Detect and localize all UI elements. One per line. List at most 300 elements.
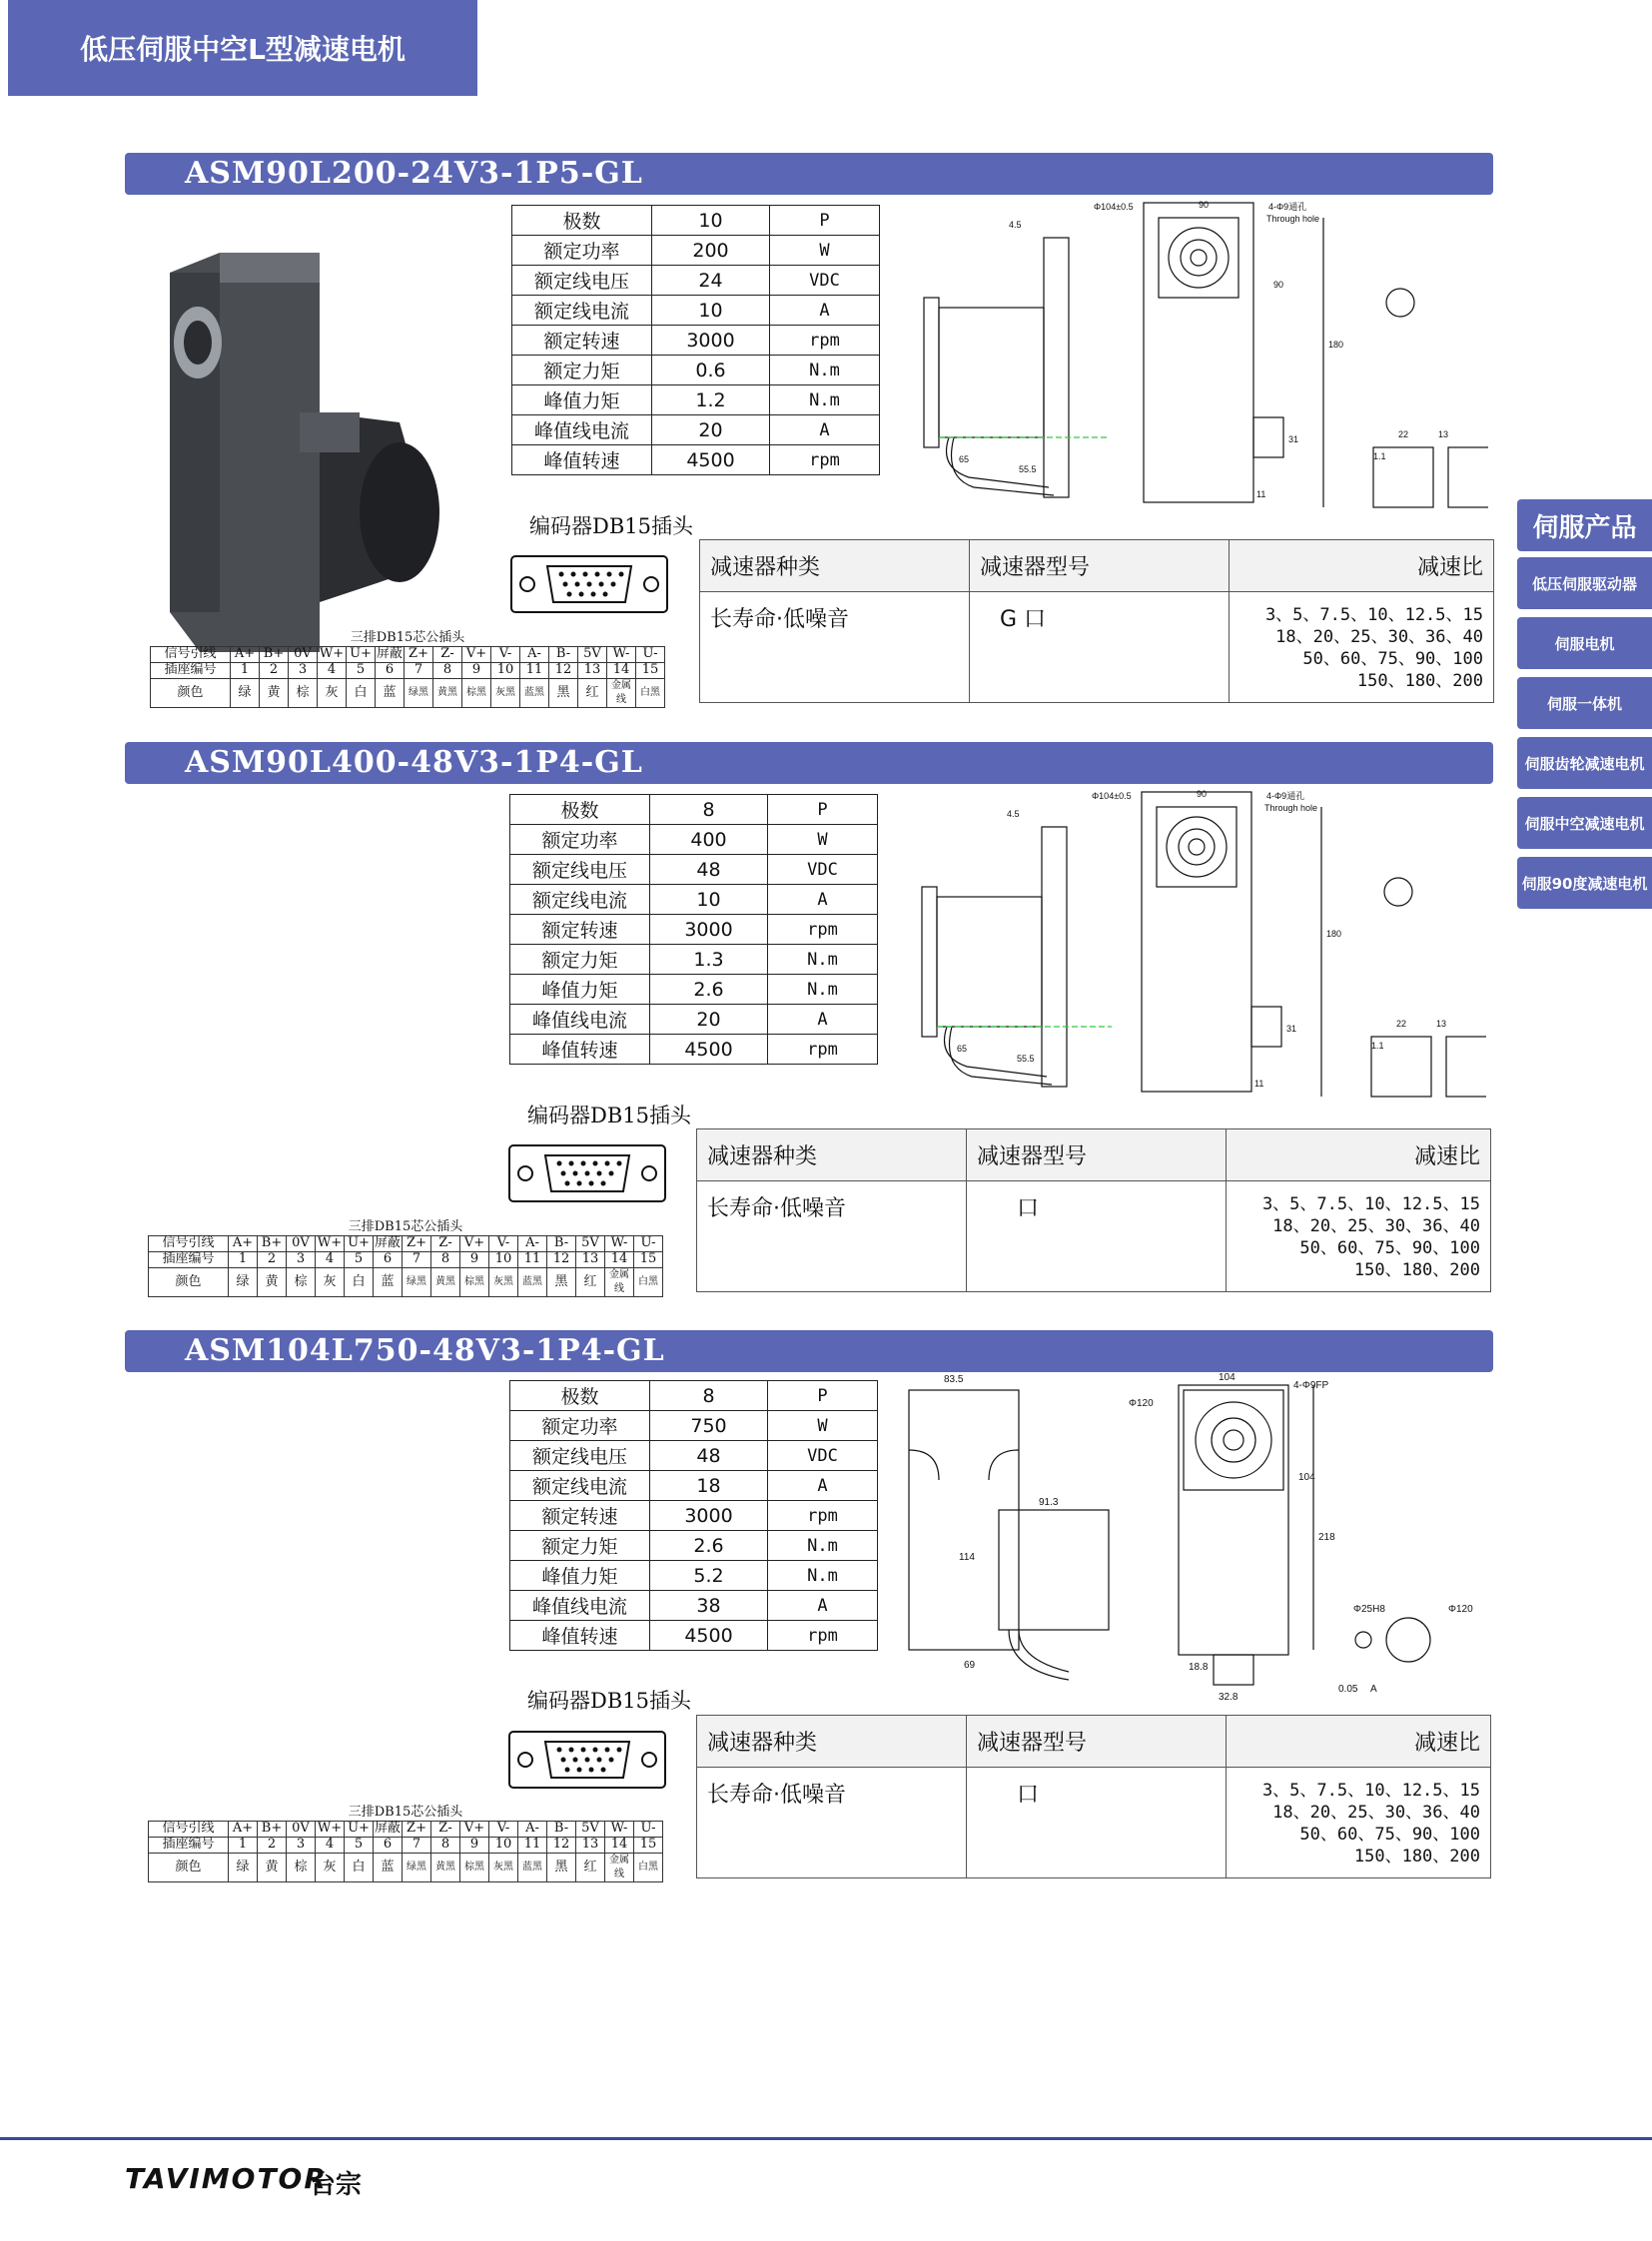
footer-brand-cn: 台宗	[310, 2170, 363, 2200]
dimension-drawing	[879, 198, 1488, 537]
pin-table	[150, 630, 665, 708]
model-title: ASM104L750-48V3-1P4-GL	[125, 1330, 1493, 1372]
pin-cell: 5	[347, 662, 376, 678]
spec-unit: A	[768, 1005, 878, 1035]
pin-cell: 棕黑	[462, 678, 491, 707]
pin-cell: 2	[260, 662, 289, 678]
ratio-line: 3、5、7.5、10、12.5、15	[1264, 605, 1483, 625]
pin-cell: 6	[374, 1837, 403, 1853]
gear-table	[696, 1128, 1491, 1292]
spec-key: 额定线电流	[510, 885, 650, 915]
model-title: ASM90L200-24V3-1P5-GL	[125, 153, 1493, 195]
ratio-line: 50、60、75、90、100	[1302, 649, 1483, 669]
dim-label: 18.8	[1189, 1662, 1209, 1673]
footer-brand-logo: TAVIMOTOR	[125, 2162, 328, 2195]
spec-unit: P	[770, 206, 880, 236]
dim-label: 83.5	[944, 1374, 964, 1385]
pin-table	[148, 1805, 663, 1882]
spec-value: 4500	[650, 1621, 768, 1651]
pin-cell: W+	[316, 1821, 345, 1837]
dim-label: 90	[1197, 789, 1208, 799]
pin-cell: 2	[258, 1837, 287, 1853]
spec-table	[509, 1380, 878, 1651]
pin-cell: 7	[405, 662, 433, 678]
dim-label: 69	[964, 1660, 976, 1671]
spec-value: 1.2	[652, 385, 770, 415]
dim-label: Through hole	[1266, 214, 1320, 224]
pin-cell: 0V	[287, 1235, 316, 1251]
dim-label: 218	[1318, 1532, 1335, 1543]
gear-header: 减速比	[1227, 1129, 1491, 1181]
pin-cell: 14	[605, 1837, 634, 1853]
pin-cell: 2	[258, 1251, 287, 1267]
pin-cell: 金属线	[605, 1267, 634, 1296]
category-title: 低压伺服中空L型减速电机	[8, 0, 477, 96]
pin-row-head: 颜色	[149, 1267, 229, 1296]
gear-model: 口	[967, 1181, 1227, 1292]
spec-value: 0.6	[652, 356, 770, 385]
spec-unit: N.m	[768, 1531, 878, 1561]
dim-label: 4.5	[1009, 220, 1022, 230]
spec-key: 额定力矩	[510, 945, 650, 975]
pin-cell: 5V	[576, 1821, 605, 1837]
dim-label: 180	[1326, 929, 1342, 939]
spec-value: 4500	[652, 445, 770, 475]
spec-value: 48	[650, 1441, 768, 1471]
spec-value: 20	[650, 1005, 768, 1035]
spec-table	[511, 205, 880, 475]
side-nav-item-integrated[interactable]: 伺服一体机	[1517, 677, 1652, 729]
spec-unit: N.m	[768, 945, 878, 975]
dim-label: 65	[957, 1044, 968, 1054]
dim-label: 4.5	[1007, 809, 1020, 819]
pin-cell: 灰	[316, 1267, 345, 1296]
dim-label: 55.5	[1019, 464, 1037, 474]
spec-value: 2.6	[650, 1531, 768, 1561]
pin-cell: W-	[605, 1821, 634, 1837]
spec-unit: VDC	[770, 266, 880, 296]
spec-key: 峰值线电流	[512, 415, 652, 445]
pin-cell: 黄	[258, 1853, 287, 1881]
spec-unit: rpm	[768, 1621, 878, 1651]
pin-cell: Z-	[431, 1821, 460, 1837]
pin-cell: 棕	[287, 1853, 316, 1881]
pin-cell: 灰	[316, 1853, 345, 1881]
product-section-2	[0, 742, 1652, 1301]
ratio-line: 3、5、7.5、10、12.5、15	[1261, 1781, 1480, 1801]
pin-cell: 10	[489, 1837, 518, 1853]
spec-key: 额定转速	[510, 915, 650, 945]
pin-cell: 10	[489, 1251, 518, 1267]
spec-value: 2.6	[650, 975, 768, 1005]
spec-unit: A	[770, 296, 880, 326]
dim-label: 1.1	[1373, 451, 1386, 461]
pin-cell: 灰黑	[489, 1853, 518, 1881]
pin-cell: 蓝	[374, 1853, 403, 1881]
dim-label: Through hole	[1264, 803, 1318, 813]
pin-row-head: 信号引线	[151, 646, 231, 662]
pin-cell: 白	[347, 678, 376, 707]
pin-cell: W+	[316, 1235, 345, 1251]
pin-cell: U+	[347, 646, 376, 662]
pin-row-head: 颜色	[151, 678, 231, 707]
dim-label: 22	[1396, 1019, 1407, 1029]
dim-label: 4-Φ9通孔	[1266, 791, 1305, 801]
pin-cell: 黄黑	[433, 678, 462, 707]
pin-cell: 金属线	[605, 1853, 634, 1881]
pin-cell: U-	[634, 1235, 663, 1251]
pin-cell: 绿黑	[403, 1853, 431, 1881]
spec-key: 峰值转速	[510, 1621, 650, 1651]
pin-cell: 3	[287, 1837, 316, 1853]
pin-cell: 4	[316, 1251, 345, 1267]
pin-row-head: 插座编号	[149, 1837, 229, 1853]
gear-header: 减速比	[1230, 540, 1494, 592]
pin-cell: 黄	[258, 1267, 287, 1296]
pin-cell: 黑	[549, 678, 578, 707]
pin-cell: V+	[460, 1235, 489, 1251]
gear-ratios	[1227, 1181, 1491, 1292]
pin-cell: 3	[289, 662, 318, 678]
spec-unit: VDC	[768, 1441, 878, 1471]
spec-key: 额定转速	[512, 326, 652, 356]
dim-label: 22	[1398, 429, 1409, 439]
dim-label: 31	[1286, 1024, 1297, 1034]
spec-key: 额定线电压	[510, 855, 650, 885]
pin-cell: 白黑	[634, 1267, 663, 1296]
pin-cell: 5	[345, 1251, 374, 1267]
pin-cell: A-	[518, 1821, 547, 1837]
spec-key: 额定功率	[510, 1411, 650, 1441]
dim-label: Φ120	[1129, 1398, 1154, 1409]
spec-value: 400	[650, 825, 768, 855]
spec-key: 峰值线电流	[510, 1591, 650, 1621]
pin-cell: 8	[431, 1251, 460, 1267]
spec-value: 3000	[650, 915, 768, 945]
product-section-3	[0, 1330, 1652, 1889]
gear-type: 长寿命·低噪音	[697, 1181, 967, 1292]
spec-unit: rpm	[768, 1501, 878, 1531]
ratio-line: 18、20、25、30、36、40	[1272, 1216, 1480, 1236]
pin-cell: 黑	[547, 1853, 576, 1881]
pin-cell: 12	[549, 662, 578, 678]
db15-connector-icon	[509, 554, 669, 614]
pin-cell: 15	[636, 662, 665, 678]
pin-row-head: 信号引线	[149, 1235, 229, 1251]
pin-cell: 白黑	[636, 678, 665, 707]
pin-cell: 6	[376, 662, 405, 678]
pin-caption: 三排DB15芯公插头	[149, 1805, 663, 1821]
dimension-drawing	[877, 787, 1486, 1126]
pin-cell: 棕	[287, 1267, 316, 1296]
pin-cell: 4	[316, 1837, 345, 1853]
pin-row-head: 信号引线	[149, 1821, 229, 1837]
spec-value: 8	[650, 795, 768, 825]
product-section-1	[0, 153, 1652, 712]
spec-unit: W	[768, 1411, 878, 1441]
pin-cell: B-	[549, 646, 578, 662]
pin-cell: 13	[576, 1837, 605, 1853]
dim-label: 114	[959, 1552, 975, 1563]
pin-cell: B-	[547, 1821, 576, 1837]
spec-value: 5.2	[650, 1561, 768, 1591]
pin-cell: 屏蔽	[377, 646, 404, 661]
spec-key: 极数	[510, 1381, 650, 1411]
spec-key: 极数	[512, 206, 652, 236]
spec-value: 10	[652, 296, 770, 326]
pin-cell: 屏蔽	[375, 1821, 402, 1836]
dim-label: 11	[1254, 1079, 1264, 1089]
spec-table	[509, 794, 878, 1065]
product-photo	[160, 253, 459, 672]
spec-unit: rpm	[768, 915, 878, 945]
pin-row-head: 插座编号	[151, 662, 231, 678]
side-nav-item-hollow-reducer[interactable]: 伺服中空减速电机	[1517, 797, 1652, 849]
pin-cell: 绿黑	[405, 678, 433, 707]
pin-cell: B+	[258, 1235, 287, 1251]
spec-key: 峰值力矩	[510, 975, 650, 1005]
spec-value: 3000	[650, 1501, 768, 1531]
spec-value: 24	[652, 266, 770, 296]
side-nav-heading[interactable]: 伺服产品	[1517, 499, 1652, 551]
dim-label: 13	[1438, 429, 1449, 439]
dim-label: Φ104±0.5	[1094, 202, 1134, 212]
pin-cell: 11	[518, 1837, 547, 1853]
spec-value: 3000	[652, 326, 770, 356]
spec-unit: P	[768, 795, 878, 825]
spec-unit: W	[768, 825, 878, 855]
side-nav-item-gear-reducer[interactable]: 伺服齿轮减速电机	[1517, 737, 1652, 789]
spec-key: 额定转速	[510, 1501, 650, 1531]
pin-row-head: 插座编号	[149, 1251, 229, 1267]
pin-cell: A+	[231, 646, 260, 662]
spec-key: 额定功率	[512, 236, 652, 266]
db15-connector-icon	[507, 1143, 667, 1203]
pin-cell: B+	[258, 1821, 287, 1837]
spec-unit: A	[768, 1471, 878, 1501]
spec-value: 750	[650, 1411, 768, 1441]
dim-label: Φ120	[1448, 1604, 1473, 1615]
spec-key: 额定线电流	[512, 296, 652, 326]
gear-table	[699, 539, 1494, 703]
pin-cell: 绿	[229, 1267, 258, 1296]
pin-cell: 灰黑	[489, 1267, 518, 1296]
pin-cell: V-	[489, 1235, 518, 1251]
pin-cell: 10	[491, 662, 520, 678]
pin-cell: 绿	[231, 678, 260, 707]
spec-key: 额定力矩	[510, 1531, 650, 1561]
pin-cell: 15	[634, 1837, 663, 1853]
dim-label: 4-Φ9通孔	[1268, 202, 1307, 212]
gear-model: G 口	[970, 592, 1230, 703]
pin-caption: 三排DB15芯公插头	[149, 1219, 663, 1235]
pin-cell: 白黑	[634, 1853, 663, 1881]
pin-cell: U-	[636, 646, 665, 662]
dim-label: 31	[1288, 434, 1299, 444]
gear-header: 减速器种类	[697, 1129, 967, 1181]
pin-cell: 13	[578, 662, 607, 678]
pin-cell: 黑	[547, 1267, 576, 1296]
pin-cell: A+	[229, 1821, 258, 1837]
pin-cell: 红	[576, 1853, 605, 1881]
pin-cell: 4	[318, 662, 347, 678]
dim-label: 180	[1328, 340, 1344, 350]
ratio-line: 18、20、25、30、36、40	[1275, 627, 1483, 647]
spec-value: 200	[652, 236, 770, 266]
dim-label: 13	[1436, 1019, 1447, 1029]
ratio-line: 50、60、75、90、100	[1299, 1238, 1480, 1258]
gear-type: 长寿命·低噪音	[697, 1768, 967, 1878]
pin-cell: 蓝	[374, 1267, 403, 1296]
pin-cell: 0V	[287, 1821, 316, 1837]
dim-label: 90	[1199, 200, 1210, 210]
ratio-line: 18、20、25、30、36、40	[1272, 1803, 1480, 1823]
pin-cell: 11	[518, 1251, 547, 1267]
spec-key: 峰值线电流	[510, 1005, 650, 1035]
pin-caption: 三排DB15芯公插头	[151, 630, 665, 646]
pin-cell: 12	[547, 1837, 576, 1853]
pin-cell: 蓝黑	[518, 1267, 547, 1296]
pin-cell: 9	[462, 662, 491, 678]
spec-key: 峰值力矩	[512, 385, 652, 415]
spec-key: 额定线电流	[510, 1471, 650, 1501]
pin-cell: 灰黑	[491, 678, 520, 707]
spec-key: 极数	[510, 795, 650, 825]
pin-cell: 6	[374, 1251, 403, 1267]
side-nav-item-90deg-reducer[interactable]: 伺服90度减速电机	[1517, 857, 1652, 909]
pin-table	[148, 1219, 663, 1297]
dim-label: 104	[1298, 1472, 1315, 1483]
dim-label: 1.1	[1371, 1041, 1384, 1051]
gear-type: 长寿命·低噪音	[700, 592, 970, 703]
pin-cell: 5V	[576, 1235, 605, 1251]
dim-label: 91.3	[1039, 1497, 1059, 1508]
spec-key: 峰值力矩	[510, 1561, 650, 1591]
pin-cell: B+	[260, 646, 289, 662]
pin-cell: 黄黑	[431, 1267, 460, 1296]
gear-ratios	[1230, 592, 1494, 703]
ratio-line: 150、180、200	[1356, 671, 1483, 691]
spec-unit: N.m	[768, 1561, 878, 1591]
gear-model: 口	[967, 1768, 1227, 1878]
pin-cell: 8	[431, 1837, 460, 1853]
pin-cell: V+	[460, 1821, 489, 1837]
pin-cell: 黄	[260, 678, 289, 707]
pin-cell: 蓝黑	[520, 678, 549, 707]
pin-cell: 棕黑	[460, 1267, 489, 1296]
pin-cell: W+	[318, 646, 347, 662]
spec-value: 10	[652, 206, 770, 236]
gear-header: 减速器种类	[697, 1716, 967, 1768]
pin-cell: 3	[287, 1251, 316, 1267]
dim-label: 4-Φ9FP	[1293, 1380, 1329, 1391]
pin-cell: 8	[433, 662, 462, 678]
db15-connector-icon	[507, 1730, 667, 1790]
encoder-label: 编码器DB15插头	[529, 514, 693, 538]
gear-header: 减速器型号	[967, 1129, 1227, 1181]
pin-cell: A+	[229, 1235, 258, 1251]
side-nav-item-driver[interactable]: 低压伺服驱动器	[1517, 557, 1652, 609]
pin-cell: Z-	[433, 646, 462, 662]
footer-divider	[0, 2137, 1652, 2140]
dim-label: Φ104±0.5	[1092, 791, 1132, 801]
spec-value: 48	[650, 855, 768, 885]
spec-key: 峰值转速	[510, 1035, 650, 1065]
spec-unit: N.m	[768, 975, 878, 1005]
pin-cell: 1	[229, 1251, 258, 1267]
pin-cell: V+	[462, 646, 491, 662]
spec-unit: VDC	[768, 855, 878, 885]
spec-unit: rpm	[770, 326, 880, 356]
pin-cell: U+	[345, 1821, 374, 1837]
gear-header: 减速器型号	[967, 1716, 1227, 1768]
pin-cell: 白	[345, 1853, 374, 1881]
pin-cell: A-	[518, 1235, 547, 1251]
model-title: ASM90L400-48V3-1P4-GL	[125, 742, 1493, 784]
encoder-label: 编码器DB15插头	[527, 1689, 691, 1713]
pin-cell: Z+	[403, 1821, 431, 1837]
gear-header: 减速器型号	[970, 540, 1230, 592]
pin-cell: 1	[231, 662, 260, 678]
side-nav-item-servo-motor[interactable]: 伺服电机	[1517, 617, 1652, 669]
dim-label: Φ25H8	[1353, 1604, 1385, 1615]
dim-label: 90	[1273, 280, 1284, 290]
dimension-drawing	[889, 1370, 1488, 1710]
dim-label: 104	[1219, 1372, 1236, 1383]
pin-cell: U+	[345, 1235, 374, 1251]
pin-cell: 红	[576, 1267, 605, 1296]
pin-cell: 棕	[289, 678, 318, 707]
pin-cell: 5	[345, 1837, 374, 1853]
encoder-label: 编码器DB15插头	[527, 1104, 691, 1127]
pin-cell: 棕黑	[460, 1853, 489, 1881]
spec-value: 18	[650, 1471, 768, 1501]
pin-cell: 白	[345, 1267, 374, 1296]
pin-cell: 蓝	[376, 678, 405, 707]
pin-cell: B-	[547, 1235, 576, 1251]
spec-value: 4500	[650, 1035, 768, 1065]
spec-key: 额定线电压	[512, 266, 652, 296]
pin-cell: W-	[605, 1235, 634, 1251]
pin-cell: 13	[576, 1251, 605, 1267]
spec-unit: N.m	[770, 356, 880, 385]
pin-cell: 0V	[289, 646, 318, 662]
spec-key: 额定力矩	[512, 356, 652, 385]
spec-unit: rpm	[770, 445, 880, 475]
ratio-line: 3、5、7.5、10、12.5、15	[1261, 1194, 1480, 1214]
dim-label: A	[1370, 1684, 1377, 1695]
pin-cell: 黄黑	[431, 1853, 460, 1881]
pin-row-head: 颜色	[149, 1853, 229, 1881]
ratio-line: 150、180、200	[1353, 1847, 1480, 1867]
pin-cell: V-	[489, 1821, 518, 1837]
pin-cell: 7	[403, 1837, 431, 1853]
dim-label: 32.8	[1219, 1692, 1239, 1703]
pin-cell: 12	[547, 1251, 576, 1267]
pin-cell: 11	[520, 662, 549, 678]
pin-cell: 1	[229, 1837, 258, 1853]
pin-cell: 屏蔽	[375, 1235, 402, 1250]
pin-cell: 9	[460, 1251, 489, 1267]
pin-cell: Z+	[405, 646, 433, 662]
pin-cell: U-	[634, 1821, 663, 1837]
pin-cell: W-	[607, 646, 636, 662]
spec-unit: N.m	[770, 385, 880, 415]
pin-cell: 15	[634, 1251, 663, 1267]
spec-unit: P	[768, 1381, 878, 1411]
pin-cell: A-	[520, 646, 549, 662]
pin-cell: Z+	[403, 1235, 431, 1251]
